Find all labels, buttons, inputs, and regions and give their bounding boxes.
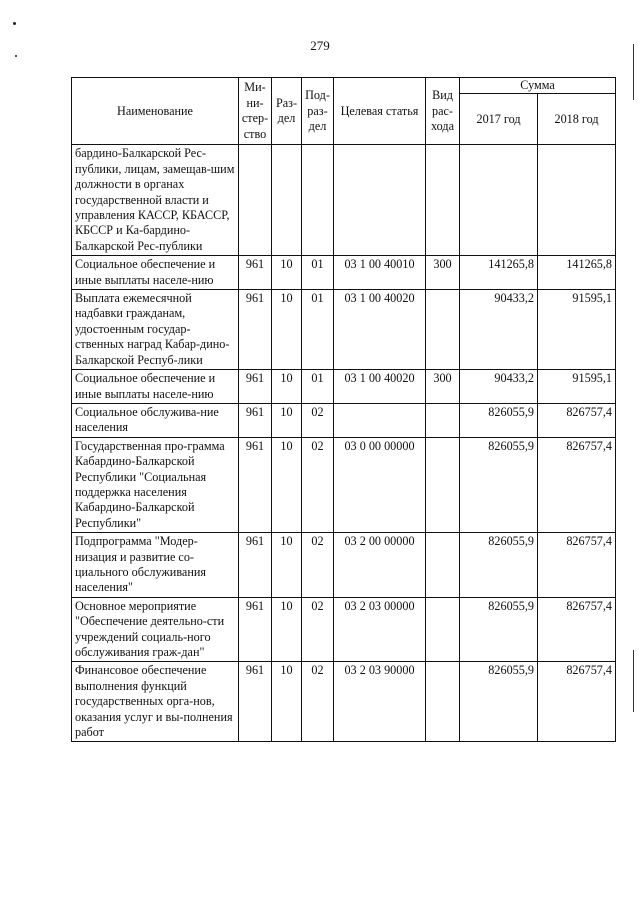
cell-target-article [334,403,426,437]
cell-2018: 826757,4 [538,403,616,437]
cell-subsection: 02 [302,403,334,437]
scan-speck [13,22,16,25]
cell-2018: 91595,1 [538,370,616,404]
cell-2017: 826055,9 [460,597,538,662]
cell-ministry: 961 [239,370,272,404]
cell-2017: 826055,9 [460,533,538,598]
cell-expense-type [426,145,460,256]
cell-name: Социальное обслужива-ние населения [72,403,239,437]
table-body [72,145,616,742]
table-row [72,145,616,256]
table-row [72,597,616,662]
cell-name: Финансовое обеспечение выполнения функций государственных орга-нов, оказания услуг и вы-полнения работ [72,662,239,742]
cell-section: 10 [272,597,302,662]
cell-name: Социальное обеспечение и иные выплаты населе-нию [72,370,239,404]
scan-edge-line [633,44,634,100]
table-row [72,370,616,404]
cell-section: 10 [272,290,302,370]
cell-target-article: 03 2 00 00000 [334,533,426,598]
page-number: 279 [310,38,330,53]
cell-section: 10 [272,256,302,290]
cell-ministry [239,145,272,256]
cell-section: 10 [272,533,302,598]
cell-2017: 90433,2 [460,370,538,404]
cell-subsection [302,145,334,256]
cell-2018: 826757,4 [538,662,616,742]
header-year-2018: 2018 год [538,94,616,145]
cell-subsection: 01 [302,370,334,404]
cell-2018: 141265,8 [538,256,616,290]
cell-target-article: 03 0 00 00000 [334,437,426,532]
cell-ministry: 961 [239,437,272,532]
cell-section: 10 [272,370,302,404]
table-row [72,437,616,532]
cell-ministry: 961 [239,290,272,370]
cell-expense-type [426,533,460,598]
cell-2017: 826055,9 [460,662,538,742]
table-row [72,290,616,370]
cell-expense-type [426,403,460,437]
cell-expense-type [426,437,460,532]
cell-2017: 826055,9 [460,403,538,437]
table-row [72,256,616,290]
header-target-article: Целевая статья [334,78,426,145]
cell-ministry: 961 [239,256,272,290]
cell-name: Социальное обеспечение и иные выплаты населе-нию [72,256,239,290]
budget-table [71,77,616,742]
cell-2018: 91595,1 [538,290,616,370]
cell-name: Подпрограмма "Модер-низация и развитие со-циального обслуживания населения" [72,533,239,598]
cell-2017: 90433,2 [460,290,538,370]
table-row [72,403,616,437]
cell-name: Выплата ежемесячной надбавки гражданам, удостоенным государ-ственных наград Кабар-дино-Балкарской Респуб-лики [72,290,239,370]
cell-subsection: 02 [302,437,334,532]
cell-ministry: 961 [239,662,272,742]
cell-expense-type: 300 [426,370,460,404]
cell-expense-type: 300 [426,256,460,290]
cell-ministry: 961 [239,403,272,437]
cell-2018: 826757,4 [538,533,616,598]
cell-expense-type [426,597,460,662]
cell-target-article: 03 1 00 40020 [334,290,426,370]
header-year-2017: 2017 год [460,94,538,145]
cell-2018: 826757,4 [538,597,616,662]
cell-ministry: 961 [239,597,272,662]
cell-2017: 826055,9 [460,437,538,532]
cell-subsection: 01 [302,290,334,370]
header-name: Наименование [72,78,239,145]
cell-2018 [538,145,616,256]
table-row [72,662,616,742]
header-section: Раз-дел [272,78,302,145]
cell-2017: 141265,8 [460,256,538,290]
cell-expense-type [426,662,460,742]
cell-ministry: 961 [239,533,272,598]
table-row [72,533,616,598]
scan-edge-line [633,650,634,712]
header-expense-type: Вид рас-хода [426,78,460,145]
cell-name: Основное мероприятие "Обеспечение деятельно-сти учреждений социаль-ного обслуживания граж-дан" [72,597,239,662]
cell-target-article: 03 1 00 40010 [334,256,426,290]
header-ministry: Ми-ни-стер-ство [239,78,272,145]
cell-target-article: 03 2 03 90000 [334,662,426,742]
cell-target-article: 03 1 00 40020 [334,370,426,404]
cell-2017 [460,145,538,256]
table-header-row [72,78,616,94]
cell-subsection: 02 [302,597,334,662]
header-sum: Сумма [460,78,616,94]
scan-speck [15,55,17,57]
cell-2018: 826757,4 [538,437,616,532]
cell-section [272,145,302,256]
cell-name: Государственная про-грамма Кабардино-Балкарской Республики "Социальная поддержка населения Кабардино-Балкарской Республики" [72,437,239,532]
cell-subsection: 02 [302,533,334,598]
header-subsection: Под-раз-дел [302,78,334,145]
cell-section: 10 [272,403,302,437]
cell-subsection: 02 [302,662,334,742]
cell-subsection: 01 [302,256,334,290]
cell-section: 10 [272,662,302,742]
cell-section: 10 [272,437,302,532]
cell-expense-type [426,290,460,370]
cell-name: бардино-Балкарской Рес-публики, лицам, замещав-шим должности в органах государственной власти и управления КАССР, КБАССР, КБССР и Ка-бардино-Балкарской Рес-публики [72,145,239,256]
cell-target-article: 03 2 03 00000 [334,597,426,662]
cell-target-article [334,145,426,256]
